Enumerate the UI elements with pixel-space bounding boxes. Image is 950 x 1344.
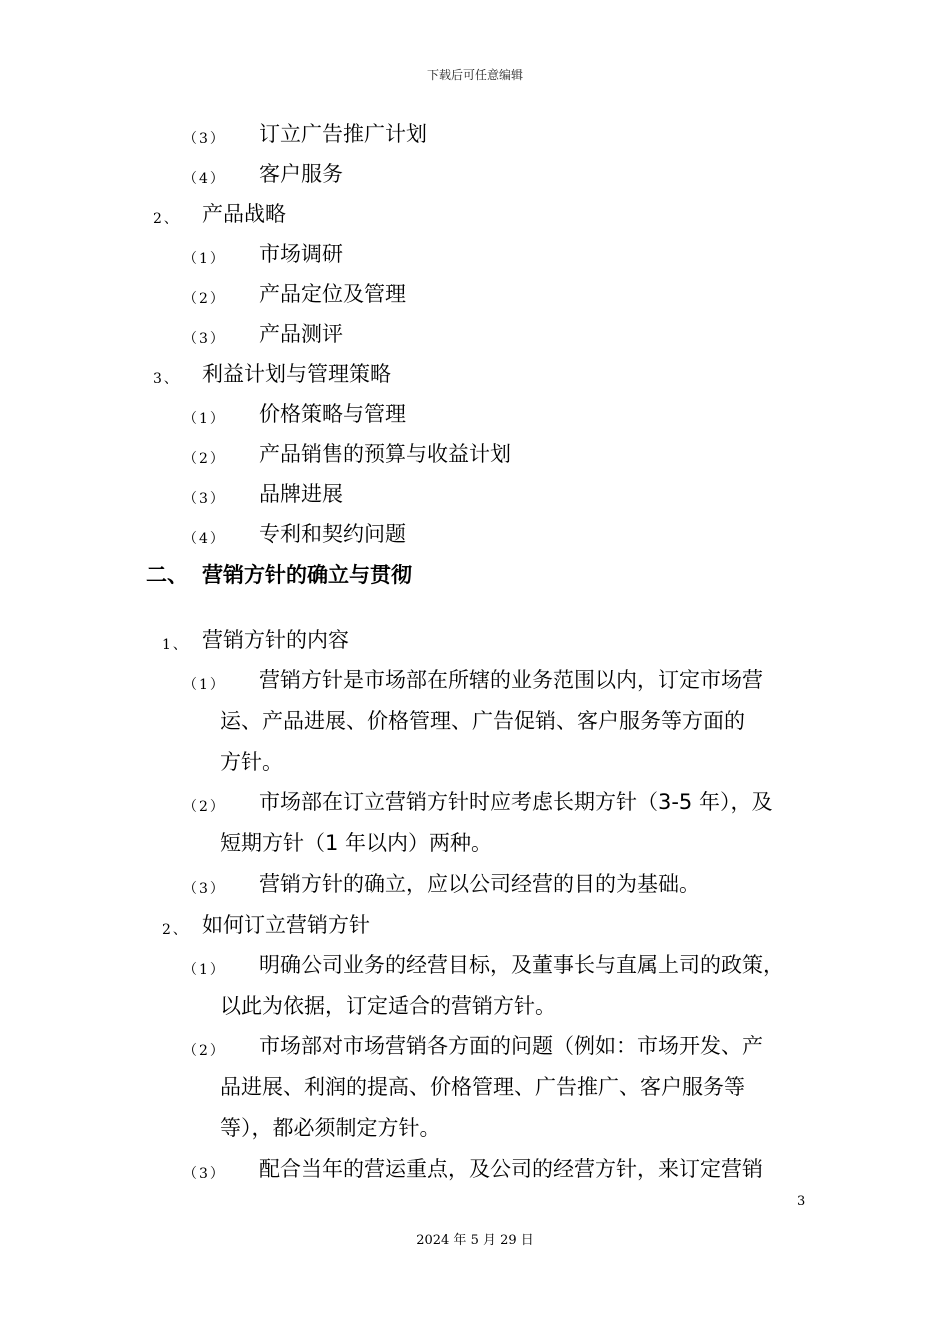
item-text: 产品定位及管理 bbox=[259, 282, 406, 306]
page-header: 下载后可任意编辑 bbox=[426, 68, 523, 82]
item-text: 产品销售的预算与收益计划 bbox=[259, 442, 511, 466]
paragraph-line: 市场部对市场营销各方面的问题（例如：市场开发、产 bbox=[259, 1034, 763, 1058]
paragraph-line: 以此为依据，订定适合的营销方针。 bbox=[220, 994, 556, 1018]
item-number: （1） bbox=[183, 677, 226, 693]
paragraph-line: 明确公司业务的经营目标，及董事长与直属上司的政策， bbox=[259, 953, 784, 977]
item-number: 1、 bbox=[162, 637, 189, 653]
item-number: 3、 bbox=[153, 371, 180, 387]
item-text: 产品战略 bbox=[202, 202, 286, 226]
paragraph-line: 运、产品进展、价格管理、广告促销、客户服务等方面的 bbox=[220, 709, 745, 733]
item-text: 订立广告推广计划 bbox=[259, 122, 427, 146]
item-text: 专利和契约问题 bbox=[259, 522, 406, 546]
section-number: 二、 bbox=[146, 563, 188, 587]
item-text: 价格策略与管理 bbox=[259, 402, 406, 426]
item-text: 品牌进展 bbox=[259, 482, 343, 506]
item-number: （2） bbox=[183, 291, 226, 307]
item-text: 如何订立营销方针 bbox=[202, 913, 370, 937]
page-number: 3 bbox=[797, 1194, 806, 1209]
paragraph-line: 营销方针的确立，应以公司经营的目的为基础。 bbox=[259, 872, 700, 896]
item-number: （3） bbox=[183, 131, 226, 147]
section-title: 营销方针的确立与贯彻 bbox=[202, 563, 412, 587]
paragraph-line: 方针。 bbox=[220, 750, 283, 774]
paragraph-line: 等），都必须制定方针。 bbox=[220, 1116, 441, 1140]
item-number: （4） bbox=[183, 531, 226, 547]
item-number: （2） bbox=[183, 799, 226, 815]
paragraph-line: 市场部在订立营销方针时应考虑长期方针（3-5 年），及 bbox=[259, 790, 773, 814]
paragraph-line: 短期方针（1 年以内）两种。 bbox=[220, 831, 493, 855]
item-text: 客户服务 bbox=[259, 162, 343, 186]
item-number: （3） bbox=[183, 881, 226, 897]
item-number: （4） bbox=[183, 171, 226, 187]
item-number: （2） bbox=[183, 451, 226, 467]
item-number: （1） bbox=[183, 411, 226, 427]
page-footer-date: 2024 年 5 月 29 日 bbox=[416, 1233, 534, 1248]
item-text: 利益计划与管理策略 bbox=[202, 362, 391, 386]
item-number: 2、 bbox=[153, 211, 180, 227]
paragraph-line: 配合当年的营运重点，及公司的经营方针，来订定营销 bbox=[259, 1157, 763, 1181]
item-number: 2、 bbox=[162, 922, 189, 938]
item-number: （3） bbox=[183, 491, 226, 507]
item-number: （1） bbox=[183, 251, 226, 267]
item-number: （1） bbox=[183, 962, 226, 978]
paragraph-line: 品进展、利润的提高、价格管理、广告推广、客户服务等 bbox=[220, 1075, 745, 1099]
item-number: （3） bbox=[183, 331, 226, 347]
item-text: 产品测评 bbox=[259, 322, 343, 346]
item-text: 营销方针的内容 bbox=[202, 628, 349, 652]
paragraph-line: 营销方针是市场部在所辖的业务范围以内，订定市场营 bbox=[259, 668, 763, 692]
item-number: （2） bbox=[183, 1043, 226, 1059]
item-number: （3） bbox=[183, 1166, 226, 1182]
item-text: 市场调研 bbox=[259, 242, 343, 266]
